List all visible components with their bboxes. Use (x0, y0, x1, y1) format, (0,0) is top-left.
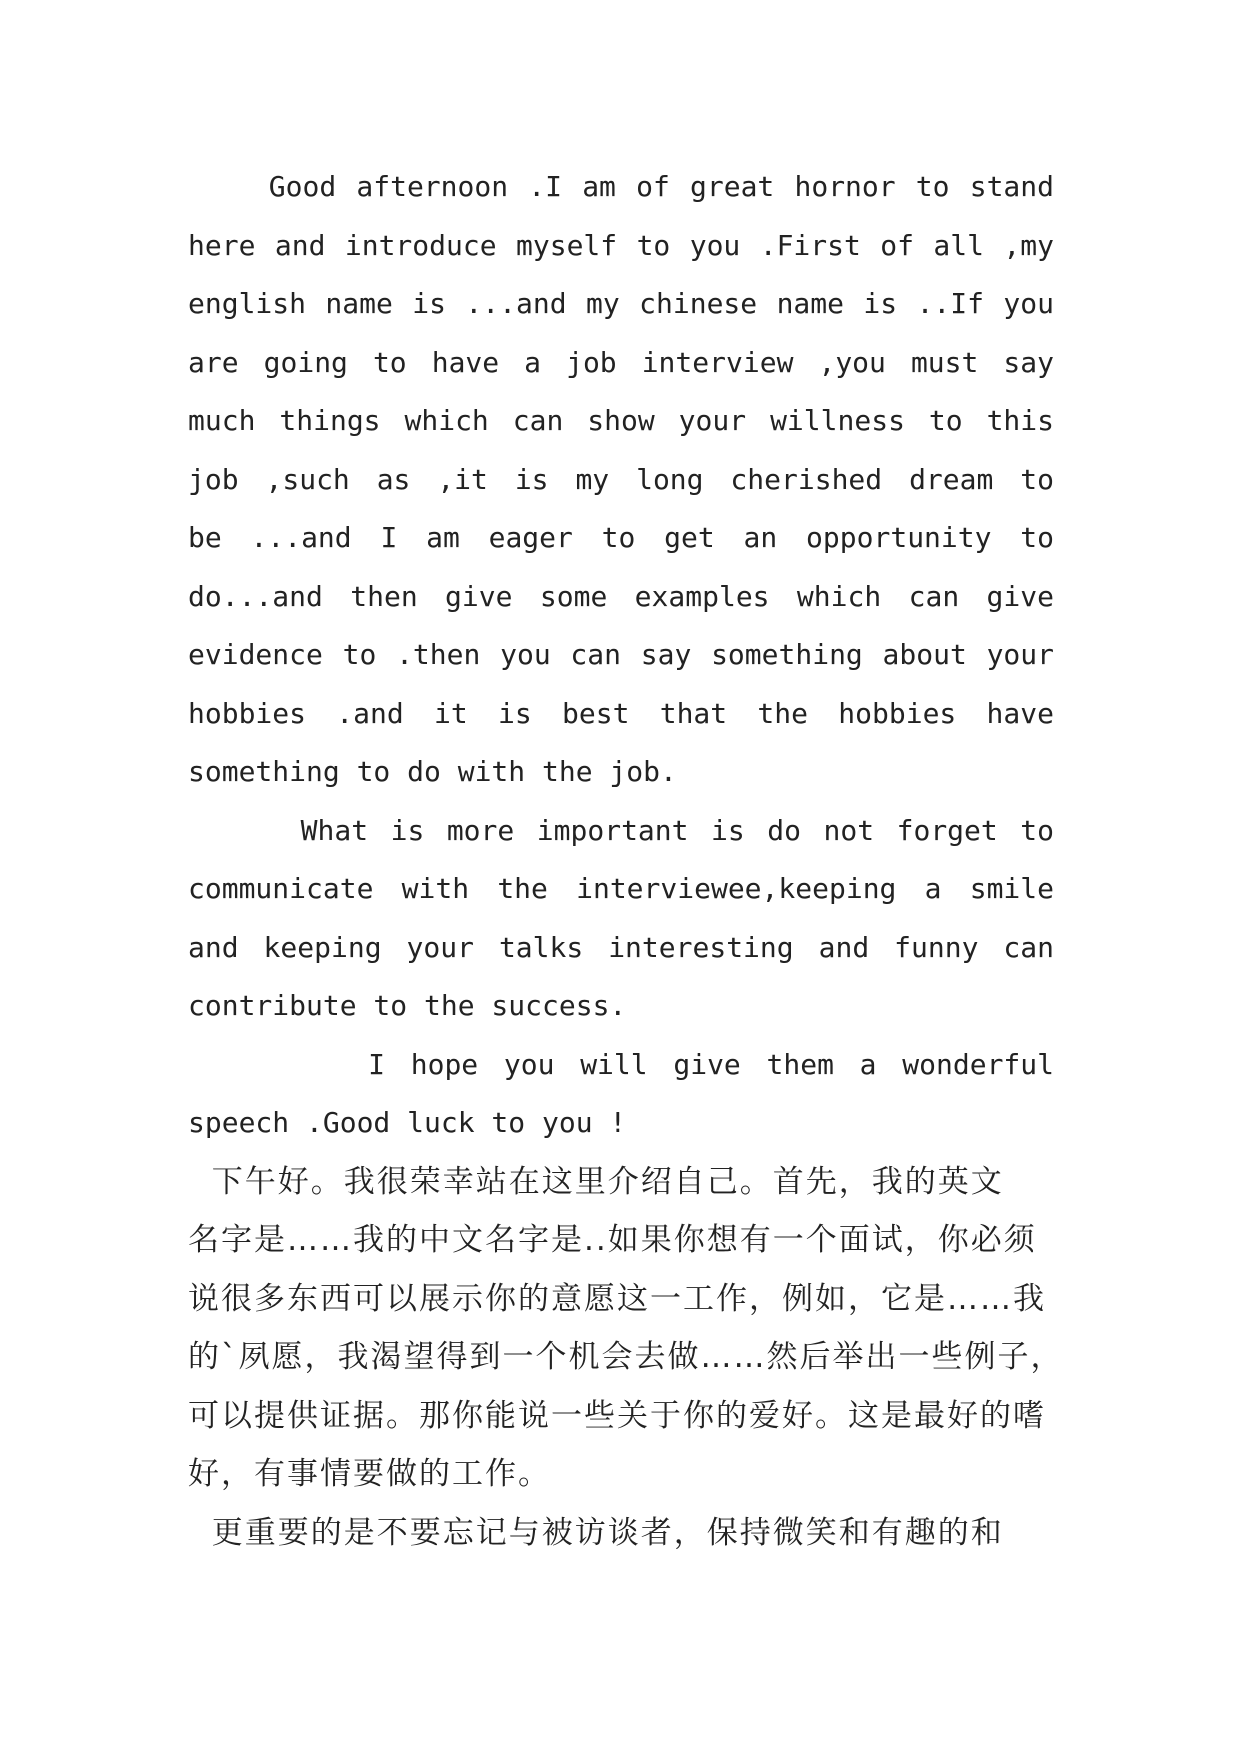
text-line: 可以提供证据。那你能说一些关于你的爱好。这是最好的嗜 (188, 1397, 1046, 1434)
text-line: are going to have a job interview ,you must say (188, 345, 1054, 379)
text-line: hobbies .and it is best that the hobbies have (188, 696, 1054, 730)
text-line: 更重要的是不要忘记与被访谈者，保持微笑和有趣的和 (188, 1514, 1004, 1551)
text-line: 下午好。我很荣幸站在这里介绍自己。首先，我的英文 (188, 1163, 1004, 1200)
text-line: communicate with the interviewee,keeping a smile (188, 872, 1054, 905)
text-line: 说很多东西可以展示你的意愿这一工作，例如，它是……我 (188, 1280, 1046, 1317)
text-line: Good afternoon .I am of great hornor to stand (188, 170, 1054, 203)
document-page (188, 158, 1064, 1562)
text-line: 好，有事情要做的工作。 (188, 1456, 551, 1492)
text-line: 名字是……我的中文名字是..如果你想有一个面试，你必须 (188, 1222, 1037, 1258)
text-line: here and introduce myself to you .First of all ,my (188, 228, 1054, 262)
text-line: contribute to the success. (188, 989, 627, 1022)
text-line: english name is ...and my chinese name is ..If you (188, 287, 1054, 320)
text-line: evidence to .then you can say something about your (188, 638, 1054, 671)
text-line: 的`夙愿，我渴望得到一个机会去做……然后举出一些例子， (188, 1339, 1064, 1375)
text-line: What is more important is do not forget to (188, 813, 1054, 847)
text-line: much things which can show your willness to this (188, 404, 1054, 437)
text-line: do...and then give some examples which can give (188, 579, 1054, 613)
text-line: I hope you will give them a wonderful (188, 1047, 1054, 1081)
text-line: be ...and I am eager to get an opportunity to (188, 521, 1054, 554)
text-line: job ,such as ,it is my long cherished dream to (188, 462, 1054, 496)
text-line: and keeping your talks interesting and funny can (188, 930, 1054, 964)
text-line: speech .Good luck to you ! (188, 1106, 627, 1139)
text-line: something to do with the job. (188, 755, 677, 788)
